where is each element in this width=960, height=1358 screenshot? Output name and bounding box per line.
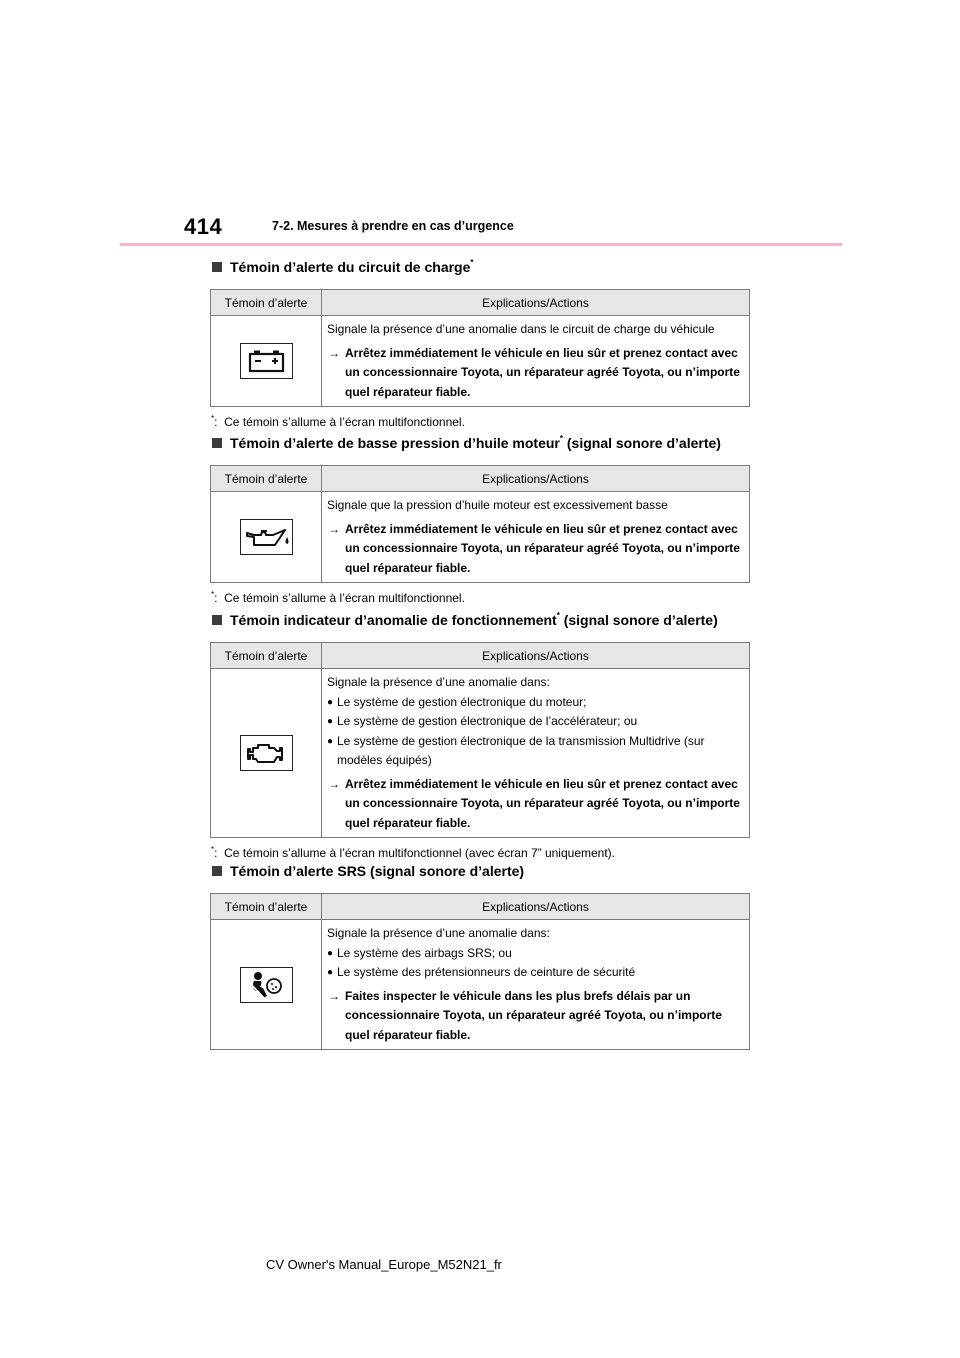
warning-table — [210, 893, 750, 1050]
action-instruction: → Arrêtez immédiatement le véhicule en lieu sûr et prenez contact avec un concessionnaire Toyota, un réparateur agréé Toyota, ou n’importe quel réparateur fiable. — [327, 520, 745, 579]
square-bullet-icon — [212, 262, 222, 272]
explanation-text: Signale que la pression d’huile moteur est excessivement basse — [327, 498, 668, 512]
footnote: *: Ce témoin s’allume à l’écran multifonctionnel. — [211, 590, 465, 605]
explanation-text: Signale la présence d’une anomalie dans le circuit de charge du véhicule — [327, 322, 715, 336]
square-bullet-icon — [212, 615, 222, 625]
check-engine-icon — [240, 735, 293, 771]
section-malfunction-indicator — [210, 610, 750, 860]
explanation-text: Signale la présence d’une anomalie dans: — [327, 926, 550, 940]
explanation-text: Signale la présence d’une anomalie dans: — [327, 675, 550, 689]
list-item: ● Le système de gestion électronique de l’accélérateur; ou — [327, 712, 745, 732]
warning-table — [210, 289, 750, 407]
document-footer: CV Owner's Manual_Europe_M52N21_fr — [266, 1257, 502, 1272]
action-instruction: → Arrêtez immédiatement le véhicule en lieu sûr et prenez contact avec un concessionnaire Toyota, un réparateur agréé Toyota, ou n’importe quel réparateur fiable. — [327, 775, 745, 834]
section-title: Témoin d’alerte du circuit de charge* — [212, 257, 750, 277]
column-header-warning-light: Témoin d’alerte — [211, 894, 322, 920]
warning-table — [210, 465, 750, 583]
action-instruction: → Faites inspecter le véhicule dans les plus brefs délais par un concessionnaire Toyota, un réparateur agréé Toyota, ou n’importe quel réparateur fiable. — [327, 987, 745, 1046]
bullet-dot-icon: ● — [327, 947, 334, 959]
column-header-warning-light: Témoin d’alerte — [211, 290, 322, 316]
airbag-icon — [240, 967, 293, 1003]
action-instruction: → Arrêtez immédiatement le véhicule en lieu sûr et prenez contact avec un concessionnaire Toyota, un réparateur agréé Toyota, ou n’importe quel réparateur fiable. — [327, 344, 745, 403]
page-number: 414 — [184, 214, 223, 239]
section-title: Témoin d’alerte SRS (signal sonore d’alerte) — [212, 861, 750, 881]
section-title: Témoin indicateur d’anomalie de fonctionnement* (signal sonore d’alerte) — [212, 610, 750, 630]
column-header-warning-light: Témoin d’alerte — [211, 466, 322, 492]
column-header-explanations: Explications/Actions — [322, 643, 750, 669]
bullet-dot-icon: ● — [327, 716, 334, 727]
arrow-icon: → — [328, 345, 340, 360]
bullet-dot-icon: ● — [327, 967, 334, 978]
list-item: ● Le système des prétensionneurs de ceinture de sécurité — [327, 963, 745, 983]
column-header-explanations: Explications/Actions — [322, 290, 750, 316]
list-item: ● Le système de gestion électronique de la transmission Multidrive (sur modèles équipés) — [327, 732, 745, 771]
footnote: *: Ce témoin s’allume à l’écran multifonctionnel. — [211, 414, 465, 429]
oil-can-icon — [240, 519, 293, 555]
warning-table — [210, 642, 750, 838]
square-bullet-icon — [212, 438, 222, 448]
arrow-icon: → — [328, 521, 340, 536]
bullet-dot-icon: ● — [327, 696, 334, 708]
square-bullet-icon — [212, 866, 222, 876]
battery-warning-icon — [240, 343, 293, 379]
section-title: Témoin d’alerte de basse pression d’huile moteur* (signal sonore d’alerte) — [212, 433, 750, 453]
list-item: ● Le système des airbags SRS; ou — [327, 944, 745, 964]
column-header-warning-light: Témoin d’alerte — [211, 643, 322, 669]
section-charging-warning — [210, 257, 750, 429]
footnote: *: Ce témoin s’allume à l’écran multifonctionnel (avec écran 7” uniquement). — [211, 845, 615, 860]
header-divider — [120, 243, 842, 246]
section-oil-pressure-warning — [210, 433, 750, 605]
arrow-icon: → — [328, 776, 340, 791]
list-item: ● Le système de gestion électronique du moteur; — [327, 693, 745, 713]
bullet-dot-icon: ● — [327, 735, 334, 747]
column-header-explanations: Explications/Actions — [322, 466, 750, 492]
arrow-icon: → — [328, 988, 340, 1003]
section-srs-warning — [210, 861, 750, 1050]
column-header-explanations: Explications/Actions — [322, 894, 750, 920]
running-head: 7-2. Mesures à prendre en cas d’urgence — [272, 219, 514, 233]
